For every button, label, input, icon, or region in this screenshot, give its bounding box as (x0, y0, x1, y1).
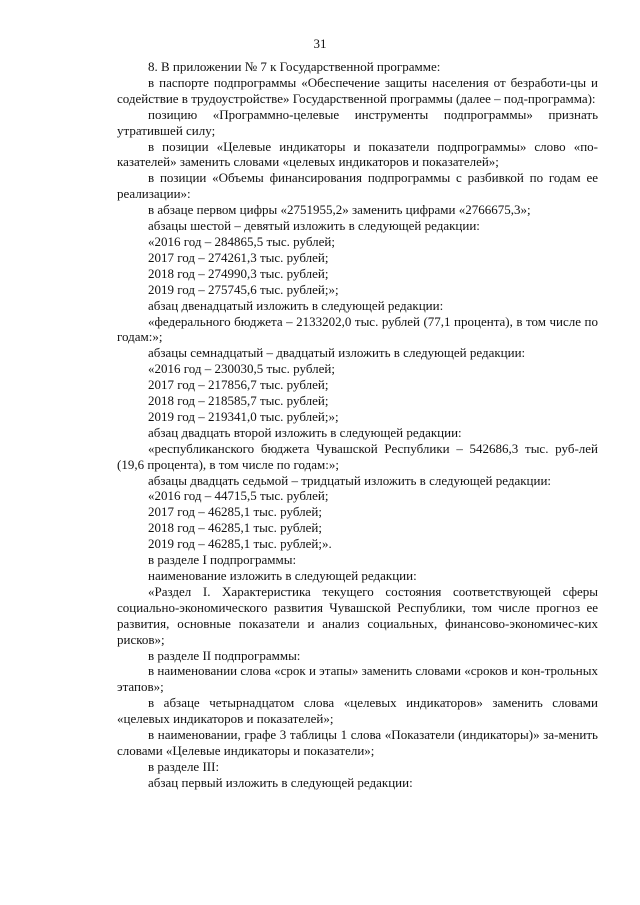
paragraph: абзац двенадцатый изложить в следующей редакции: (148, 297, 444, 313)
paragraph: 8. В приложении № 7 к Государственной программе: (148, 59, 441, 74)
paragraph: в абзаце четырнадцатом слова «целевых индикаторов» заменить словами «целевых индикаторов и показателей»; (117, 695, 598, 727)
paragraph: в разделе I подпрограммы: (148, 552, 297, 568)
page-number: 31 (313, 36, 327, 51)
paragraph: «федерального бюджета – 2133202,0 тыс. рублей (77,1 процента), в том числе по годам:»; (117, 313, 598, 345)
paragraph: «2016 год – 44715,5 тыс. рублей; (148, 488, 329, 504)
paragraph: 2018 год – 274990,3 тыс. рублей; (148, 265, 329, 281)
paragraph: абзац первый изложить в следующей редакции: (148, 774, 413, 790)
paragraph: 2019 год – 46285,1 тыс. рублей;». (148, 536, 332, 552)
paragraph: в наименовании слова «срок и этапы» заменить словами «сроков и кон-трольных этапов»; (117, 663, 598, 695)
paragraph: «2016 год – 230030,5 тыс. рублей; (148, 361, 335, 377)
paragraph: 2017 год – 274261,3 тыс. рублей; (148, 249, 329, 265)
paragraph: абзацы шестой – девятый изложить в следующей редакции: (148, 218, 480, 234)
paragraph: 2017 год – 217856,7 тыс. рублей; (148, 377, 329, 393)
paragraph: абзац двадцать второй изложить в следующей редакции: (148, 424, 462, 440)
paragraph: 2019 год – 219341,0 тыс. рублей;»; (148, 408, 339, 424)
paragraph: абзацы двадцать седьмой – тридцатый изложить в следующей редакции: (148, 472, 552, 488)
paragraph: 2019 год – 275745,6 тыс. рублей;»; (148, 281, 339, 297)
paragraph: «Раздел I. Характеристика текущего состояния соответствующей сферы социально-экономического развития Чувашской Республики, том числе прогноз ее развития, основные показатели и анализ социальных, финансово-экономичес-ких рисков»; (117, 583, 598, 647)
paragraph: позицию «Программно-целевые инструменты подпрограммы» признать утратившей силу; (117, 106, 598, 138)
paragraph: 2017 год – 46285,1 тыс. рублей; (148, 504, 322, 520)
paragraph: абзацы семнадцатый – двадцатый изложить в следующей редакции: (148, 345, 526, 361)
paragraph: «республиканского бюджета Чувашской Республики – 542686,3 тыс. руб-лей (19,6 процента), в том числе по годам:»; (117, 440, 598, 472)
paragraph: в разделе III: (148, 758, 220, 774)
paragraph: 2018 год – 218585,7 тыс. рублей; (148, 393, 329, 409)
paragraph: в паспорте подпрограммы «Обеспечение защиты населения от безработи-цы и содействие в трудоустройстве» Государственной программы (далее – под-программа): (117, 74, 598, 106)
paragraph: в позиции «Целевые индикаторы и показатели подпрограммы» слово «по-казателей» заменить словами «целевых индикаторов и показателей»; (117, 138, 598, 170)
paragraph: «2016 год – 284865,5 тыс. рублей; (148, 233, 335, 249)
paragraph: 2018 год – 46285,1 тыс. рублей; (148, 520, 322, 536)
paragraph: в наименовании, графе 3 таблицы 1 слова «Показатели (индикаторы)» за-менить словами «Целевые индикаторы и показатели»; (117, 727, 598, 758)
paragraph: наименование изложить в следующей редакции: (148, 568, 417, 583)
document-body (117, 59, 598, 791)
paragraph: в позиции «Объемы финансирования подпрограммы с разбивкой по годам ее реализации»: (117, 170, 598, 202)
paragraph: в разделе II подпрограммы: (148, 647, 301, 663)
paragraph: в абзаце первом цифры «2751955,2» заменить цифрами «2766675,3»; (148, 202, 531, 218)
